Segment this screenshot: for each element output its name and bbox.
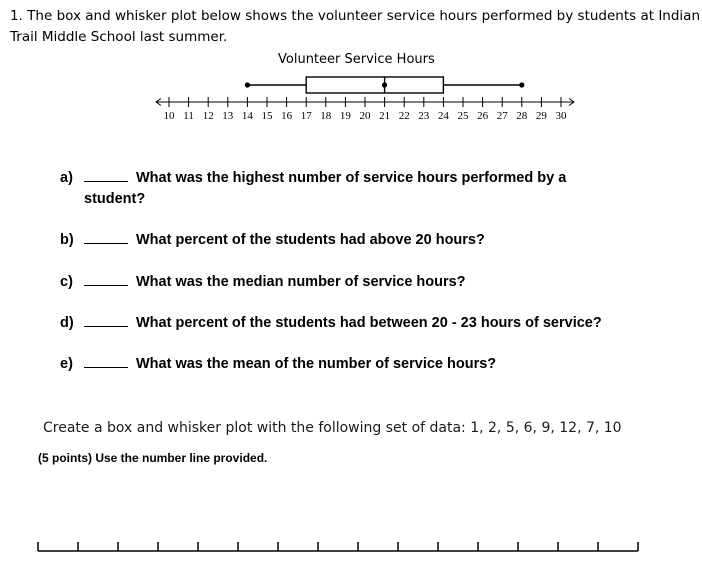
tick-label: 14 (241, 110, 253, 122)
tick-label: 13 (222, 110, 234, 122)
question-c (60, 274, 466, 290)
box-plot (150, 72, 580, 128)
tick-label: 19 (339, 110, 351, 122)
answer-blank-a[interactable] (84, 179, 128, 182)
answer-blank-e[interactable] (84, 365, 128, 368)
question-a (60, 170, 566, 186)
tick-label: 27 (496, 110, 508, 122)
tick-label: 29 (535, 110, 547, 122)
tick-label: 18 (320, 110, 332, 122)
question-text: What percent of the students had above 20 hours? (136, 232, 485, 248)
tick-label: 11 (183, 110, 194, 122)
tick-label: 15 (261, 110, 273, 122)
question-letter: a) (60, 170, 73, 186)
tick-label: 20 (359, 110, 371, 122)
create-instruction: Create a box and whisker plot with the following set of data: 1, 2, 5, 6, 9, 12, 7, 10 (43, 420, 622, 436)
tick-label: 30 (555, 110, 567, 122)
problem-statement-line-1: 1. The box and whisker plot below shows the volunteer service hours performed by students at Indian (10, 8, 701, 24)
question-letter: d) (60, 315, 74, 331)
answer-blank-b[interactable] (84, 241, 128, 244)
tick-label: 22 (398, 110, 410, 122)
question-letter: e) (60, 356, 73, 372)
tick-label: 16 (281, 110, 293, 122)
tick-label: 25 (457, 110, 469, 122)
question-d (60, 315, 602, 331)
question-text: What was the median number of service hours? (136, 274, 466, 290)
max-point (519, 82, 524, 87)
blank-number-line[interactable] (30, 536, 655, 556)
question-e (60, 356, 496, 372)
problem-statement-line-2: Trail Middle School last summer. (10, 29, 228, 45)
tick-label: 24 (437, 110, 449, 122)
tick-label: 21 (379, 110, 391, 122)
median-point (382, 82, 387, 87)
chart-title: Volunteer Service Hours (278, 52, 435, 67)
tick-label: 17 (300, 110, 312, 122)
question-a-continuation: student? (84, 191, 146, 207)
question-b (60, 232, 485, 248)
tick-label: 10 (163, 110, 175, 122)
tick-label: 28 (516, 110, 528, 122)
tick-label: 23 (418, 110, 430, 122)
answer-blank-c[interactable] (84, 283, 128, 286)
question-text: What percent of the students had between 20 - 23 hours of service? (136, 315, 602, 331)
question-letter: c) (60, 274, 73, 290)
min-point (245, 82, 250, 87)
question-text: What was the mean of the number of service hours? (136, 356, 497, 372)
tick-label: 12 (202, 110, 214, 122)
points-note: (5 points) Use the number line provided. (38, 451, 268, 465)
question-text: What was the highest number of service hours performed by a (136, 170, 567, 186)
question-letter: b) (60, 232, 74, 248)
answer-blank-d[interactable] (84, 324, 128, 327)
tick-label: 26 (477, 110, 489, 122)
box-q1-q3 (306, 77, 443, 93)
